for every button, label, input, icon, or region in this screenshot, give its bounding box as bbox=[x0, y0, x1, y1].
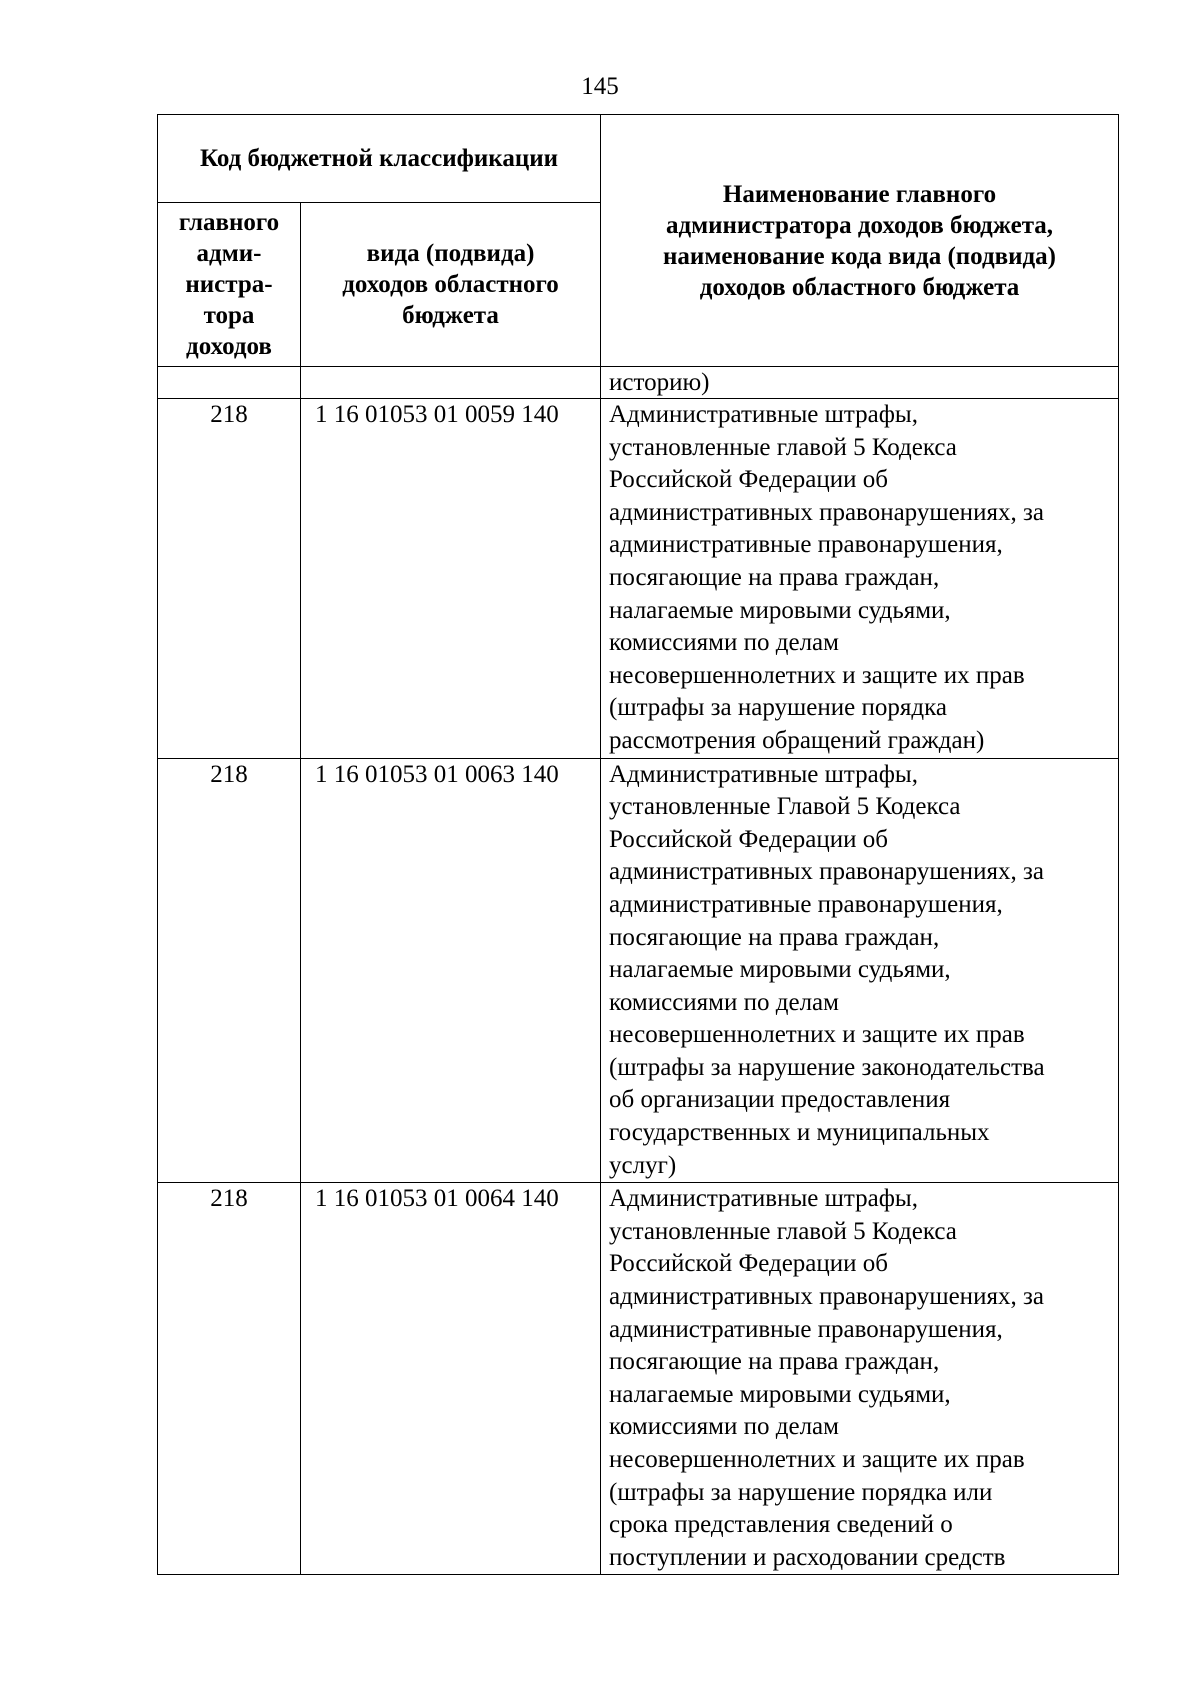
description-line: Российской Федерации об bbox=[609, 466, 888, 494]
description-cell bbox=[601, 758, 1119, 1183]
description-cell bbox=[601, 1183, 1119, 1575]
description-cell bbox=[601, 367, 1119, 399]
admin-code-cell: 218 bbox=[158, 399, 301, 759]
table-row bbox=[158, 1183, 1119, 1575]
admin-column-header bbox=[158, 203, 301, 367]
name-column-header bbox=[601, 115, 1119, 367]
description-line: комиссиями по делам bbox=[609, 1413, 839, 1441]
description-line: административных правонарушениях, за bbox=[609, 858, 1044, 886]
header-row-top bbox=[158, 115, 1119, 203]
description-line: услуг) bbox=[609, 1151, 677, 1179]
description-line: налагаемые мировыми судьями, bbox=[609, 596, 951, 624]
budget-code-group-header: Код бюджетной классификации bbox=[158, 115, 601, 203]
description-line: Административные штрафы, bbox=[609, 401, 918, 428]
description-line: срока представления сведений о bbox=[609, 1511, 953, 1539]
description-line: комиссиями по делам bbox=[609, 988, 839, 1016]
description-line: установленные главой 5 Кодекса bbox=[609, 1217, 957, 1245]
description-line: административных правонарушениях, за bbox=[609, 498, 1044, 526]
kind-column-header bbox=[301, 203, 601, 367]
description-line: рассмотрения обращений граждан) bbox=[609, 726, 985, 754]
description-line: налагаемые мировыми судьями, bbox=[609, 956, 951, 984]
description-line: налагаемые мировыми судьями, bbox=[609, 1380, 951, 1408]
header-line: доходов областного бюджета bbox=[699, 273, 1020, 301]
table-row bbox=[158, 758, 1119, 1183]
description-line: административные правонарушения, bbox=[609, 1315, 1003, 1343]
description-line: комиссиями по делам bbox=[609, 629, 839, 657]
description-line: историю) bbox=[609, 369, 710, 396]
description-line: несовершеннолетних и защите их прав bbox=[609, 1021, 1025, 1049]
admin-code-cell: 218 bbox=[158, 1183, 301, 1575]
description-line: несовершеннолетних и защите их прав bbox=[609, 661, 1025, 689]
header-line: адми- bbox=[196, 240, 262, 267]
page-number: 145 bbox=[581, 73, 619, 100]
header-line: доходов областного bbox=[342, 271, 559, 298]
kbk-code-cell: 1 16 01053 01 0063 140 bbox=[301, 758, 601, 1183]
table-row bbox=[158, 399, 1119, 759]
header-line: вида (подвида) bbox=[366, 240, 535, 267]
description-line: административные правонарушения, bbox=[609, 890, 1003, 918]
description-cell bbox=[601, 399, 1119, 759]
description-line: (штрафы за нарушение законодательства bbox=[609, 1053, 1045, 1081]
description-line: (штрафы за нарушение порядка bbox=[609, 694, 947, 722]
table-row-continuation bbox=[158, 367, 1119, 399]
description-line: Административные штрафы, bbox=[609, 1185, 918, 1213]
description-line: государственных и муниципальных bbox=[609, 1119, 990, 1147]
budget-classification-table bbox=[157, 114, 1119, 1575]
header-line: тора bbox=[203, 302, 255, 329]
table-header bbox=[158, 115, 1119, 367]
admin-code-cell bbox=[158, 367, 301, 399]
description-line: установленные Главой 5 Кодекса bbox=[609, 793, 961, 821]
description-line: несовершеннолетних и защите их прав bbox=[609, 1446, 1025, 1473]
kbk-code-cell bbox=[301, 367, 601, 399]
description-line: установленные главой 5 Кодекса bbox=[609, 433, 957, 461]
header-line: Наименование главного bbox=[722, 180, 997, 208]
description-line: поступлении и расходовании средств bbox=[609, 1543, 1006, 1571]
header-line: нистра- bbox=[185, 271, 273, 298]
header-line: бюджета bbox=[402, 302, 499, 329]
description-line: Российской Федерации об bbox=[609, 825, 888, 853]
header-line: наименование кода вида (подвида) bbox=[663, 242, 1056, 270]
admin-code-cell: 218 bbox=[158, 758, 301, 1183]
kbk-code-cell: 1 16 01053 01 0059 140 bbox=[301, 399, 601, 759]
description-line: (штрафы за нарушение порядка или bbox=[609, 1478, 993, 1506]
description-line: посягающие на права граждан, bbox=[609, 923, 940, 951]
header-line: главного bbox=[178, 209, 280, 236]
kbk-code-cell: 1 16 01053 01 0064 140 bbox=[301, 1183, 601, 1575]
description-line: посягающие на права граждан, bbox=[609, 1348, 940, 1376]
description-line: административных правонарушениях, за bbox=[609, 1283, 1044, 1311]
description-line: об организации предоставления bbox=[609, 1086, 951, 1114]
description-line: Административные штрафы, bbox=[609, 760, 918, 788]
description-line: административные правонарушения, bbox=[609, 531, 1003, 559]
header-line: администратора доходов бюджета, bbox=[665, 211, 1054, 239]
header-line: доходов bbox=[186, 333, 272, 360]
description-line: Российской Федерации об bbox=[609, 1250, 888, 1278]
description-line: посягающие на права граждан, bbox=[609, 563, 940, 591]
